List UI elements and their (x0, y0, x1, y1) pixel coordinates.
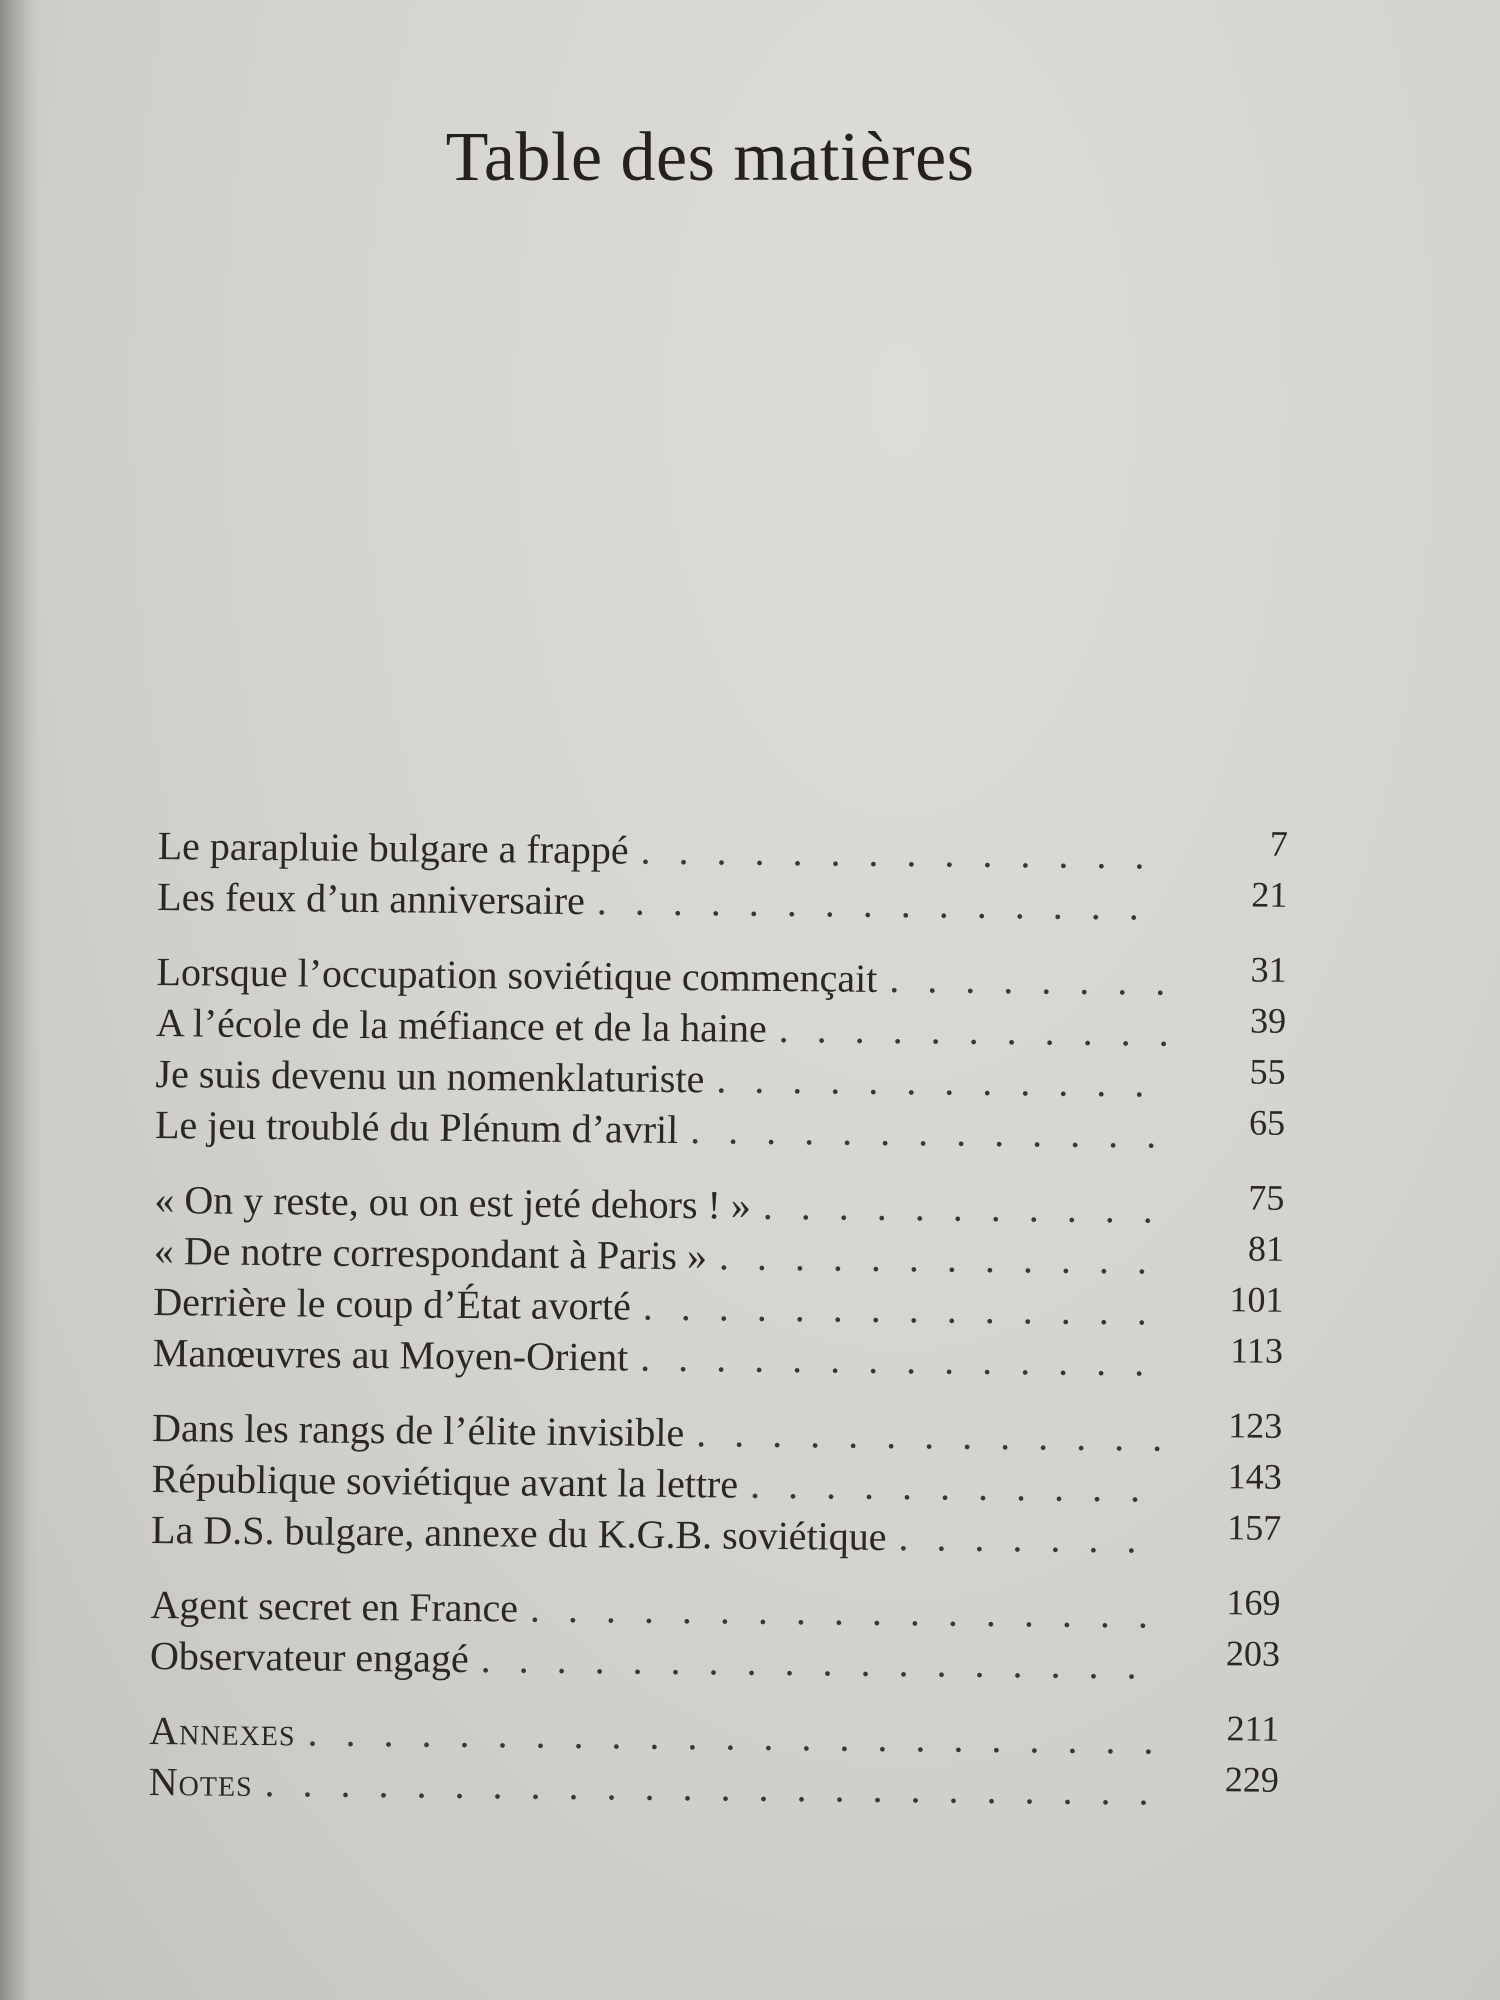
toc-page-number: 143 (1227, 1456, 1282, 1497)
toc-page-number: 39 (1249, 1000, 1287, 1041)
toc-entry (151, 1504, 1281, 1566)
toc-page-number: 65 (1248, 1102, 1286, 1143)
toc-entry-title: Derrière le coup d’État avorté (153, 1278, 632, 1329)
dot-leader (264, 1757, 1161, 1817)
toc-entry (153, 1327, 1283, 1389)
dot-leader (696, 1407, 1164, 1462)
dot-leader (690, 1104, 1167, 1160)
dot-leader (530, 1583, 1163, 1640)
toc-entry (157, 871, 1287, 933)
dot-leader (597, 875, 1170, 931)
dot-leader (898, 1511, 1163, 1565)
toc-entry-title: Les feux d’un anniversaire (157, 873, 586, 924)
toc-group (151, 1402, 1282, 1566)
toc-entry (150, 1630, 1280, 1692)
dot-leader (640, 825, 1170, 881)
dot-leader (779, 1003, 1169, 1058)
dot-leader (763, 1180, 1167, 1235)
toc-group (153, 1174, 1285, 1389)
toc-entry (149, 1756, 1279, 1818)
toc-entry-title: La D.S. bulgare, annexe du K.G.B. soviétique (150, 1506, 887, 1560)
table-of-contents (148, 820, 1288, 1842)
page-title: Table des matières (445, 119, 975, 196)
toc-entry-title: Manœuvres au Moyen-Orient (152, 1329, 629, 1380)
dot-leader (643, 1281, 1166, 1337)
toc-entry-title: Lorsque l’occupation soviétique commençait (156, 948, 878, 1001)
binding-shadow (0, 0, 40, 2000)
toc-entry-title: « De notre correspondant à Paris » (153, 1227, 708, 1279)
toc-group (157, 820, 1288, 933)
dot-leader (750, 1459, 1164, 1514)
toc-page-number: 169 (1226, 1582, 1281, 1623)
toc-entry-title: Le jeu troublé du Plénum d’avril (154, 1101, 679, 1153)
toc-entry-title: République soviétique avant la lettre (151, 1455, 739, 1507)
toc-page-number: 211 (1226, 1708, 1280, 1749)
toc-entry-title: Je suis devenu un nomenklaturiste (155, 1050, 705, 1102)
toc-group (150, 1579, 1281, 1692)
dot-leader (307, 1706, 1161, 1765)
toc-page-number: 229 (1224, 1759, 1280, 1800)
toc-page-number: 55 (1249, 1051, 1286, 1092)
toc-page-number: 75 (1248, 1177, 1285, 1218)
toc-page-number: 203 (1225, 1633, 1281, 1674)
toc-page-number: 101 (1229, 1279, 1284, 1320)
dot-leader (480, 1633, 1162, 1691)
toc-page-number: 7 (1269, 823, 1289, 864)
toc-entry-title: Observateur engagé (149, 1632, 469, 1682)
toc-page-number: 31 (1250, 949, 1287, 990)
dot-leader (889, 953, 1169, 1007)
toc-page-number: 81 (1247, 1228, 1285, 1269)
toc-page-number: 157 (1227, 1507, 1282, 1548)
dot-leader (716, 1053, 1168, 1108)
toc-entry-title: « On y reste, ou on est jeté dehors ! » (154, 1176, 752, 1228)
toc-page-number: 123 (1228, 1405, 1283, 1446)
toc-entry-title: Dans les rangs de l’élite invisible (151, 1404, 685, 1456)
toc-entry-title: Annexes (149, 1707, 296, 1755)
toc-entry-title: A l’école de la méfiance et de la haine (155, 999, 768, 1051)
toc-group (155, 946, 1287, 1161)
toc-page-number: 21 (1251, 874, 1288, 915)
toc-entry-title: Le parapluie bulgare a frappé (157, 822, 629, 873)
toc-entry-title: Agent secret en France (150, 1581, 519, 1631)
toc-group (149, 1705, 1280, 1818)
dot-leader (719, 1230, 1166, 1285)
dot-leader (640, 1332, 1165, 1388)
toc-entry (155, 1099, 1285, 1161)
toc-entry-title: Notes (148, 1758, 253, 1805)
toc-page-number: 113 (1230, 1330, 1284, 1371)
